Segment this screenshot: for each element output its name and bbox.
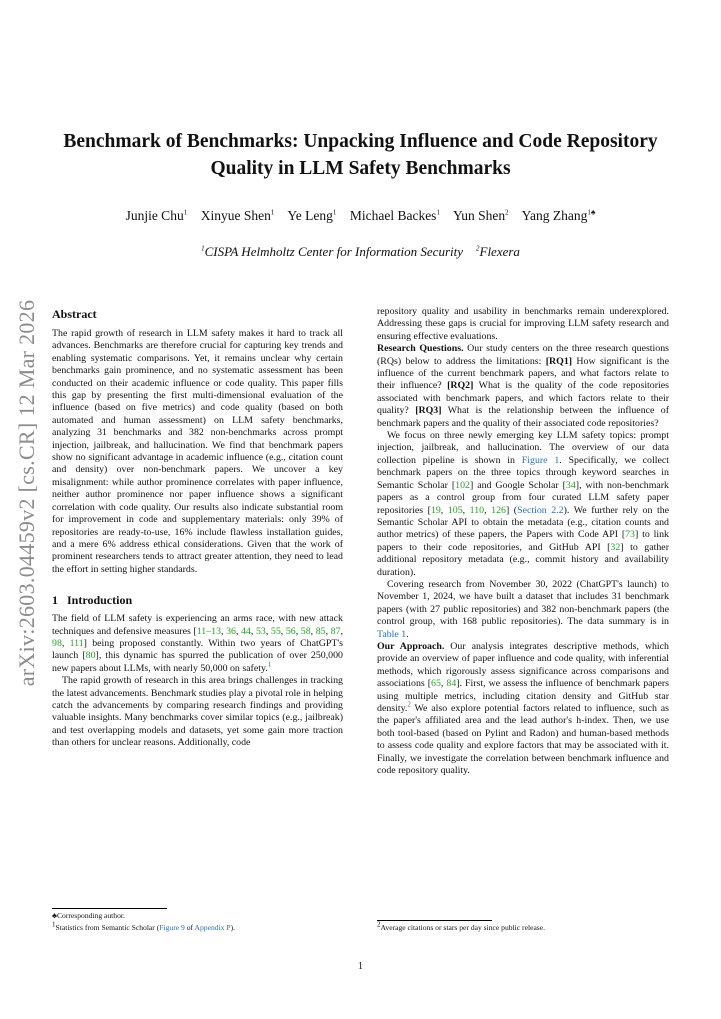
citation-link[interactable]: 36 xyxy=(226,625,236,637)
appendix-link[interactable]: Appendix P xyxy=(194,923,231,932)
text-run: ] ( xyxy=(505,504,518,516)
text-run: ] to gather additional repository metadata (e.g., commit history and availability duration). xyxy=(377,541,669,578)
footnote-rule xyxy=(377,920,492,921)
text-run: ] being proposed constantly. Within two years of ChatGPT's launch [ xyxy=(52,637,344,662)
footnote-1 xyxy=(52,920,343,933)
text-run: How significant is the influence of the current benchmark papers, and what factors relate to their influence? xyxy=(377,355,669,392)
text-run: ). We further rely on the Semantic Scholar API to obtain the metadata (e.g., citation counts and author metrics) of these papers, the Papers with Code API [ xyxy=(377,504,670,541)
run-in-heading: Our Approach. xyxy=(377,640,445,652)
rq-label: [RQ2] xyxy=(447,380,474,392)
author-affil-mark: 2 xyxy=(505,208,509,217)
text-run: ], this dynamic has spurred the publication of over 250,000 new papers about LLMs, with nearly 50,000 on safety. xyxy=(52,650,343,674)
citation-link[interactable]: 102 xyxy=(455,479,470,491)
research-questions-paragraph xyxy=(377,343,669,430)
club-icon: ♣ xyxy=(52,911,57,920)
author-affil-mark: 1♣ xyxy=(587,208,596,217)
intro-paragraph-1: The field of LLM safety is experiencing an arms race, with new attack techniques and defensive measures [11–13, 36, 44, 53, 55, 56, 58, 85, 87, 98, 111] being proposed constantly. Within two years of ChatGPT's launch [80], this dynamic has spurred the publication of over 250,000 new papers about LLMs, with nearly 50,000 on safety.$^1$ xyxy=(52,613,344,674)
text-run: The field of LLM safety is experiencing an arms race, with new attack techniques and defensive measures [ xyxy=(52,613,343,637)
arxiv-id: arXiv:2603.04459v2 [cs.CR] 12 Mar 2026 xyxy=(14,299,39,686)
right-paragraph-continuation: repository quality and usability in benchmarks remain underexplored. Addressing these gaps is crucial for improving LLM safety research and ensuring effective evaluations. xyxy=(377,306,669,342)
citation-link[interactable]: 85 xyxy=(315,625,326,637)
table-link[interactable]: Table 1 xyxy=(377,628,407,640)
section-number: 1 xyxy=(52,593,58,608)
right-column xyxy=(377,306,669,777)
dataset-paragraph xyxy=(377,579,669,641)
abstract-heading: Abstract xyxy=(52,307,97,321)
citation-link[interactable]: 126 xyxy=(491,504,506,516)
author-affil-mark: 1 xyxy=(270,208,275,217)
rq-label: [RQ3] xyxy=(415,405,442,417)
footnote-text: Corresponding author. xyxy=(56,911,125,920)
citation-link[interactable]: 32 xyxy=(610,541,621,553)
footnote-2 xyxy=(377,920,669,933)
approach-paragraph: Our Approach. Our analysis integrates descriptive methods, which provide an overview of paper influence and code quality, with inferential methods, which rigorously assess significance across comparisons and associations [65, 84]. First, we assess the influence of benchmark papers using multiple metrics, including citation density and GitHub star density.$^2$ We also explore potential factors related to influence, such as the paper's affiliated area and the lead author's h-index. Then, we use both tool-based (based on Pylint and Radon) and human-based methods to assess code quality and explore factors that may be associated with it. Finally, we investigate the correlation between benchmark influence and code repository quality. xyxy=(377,640,669,777)
affil-name: CISPA Helmholtz Center for Information Security xyxy=(204,244,463,259)
citation-link[interactable]: 73 xyxy=(625,529,635,541)
text-run: Our analysis integrates descriptive methods, which provide an overview of paper influence and code quality, with inferential methods, which rigorously assess significance across comparisons and associations [ xyxy=(377,640,669,690)
figure-link[interactable]: Figure 1 xyxy=(521,454,560,466)
affiliations xyxy=(60,244,661,260)
citation-link[interactable]: 56 xyxy=(285,625,296,637)
paper-title: Benchmark of Benchmarks: Unpacking Influence and Code Repository Quality in LLM Safety Benchmarks xyxy=(63,131,658,179)
author-affil-mark: 1 xyxy=(183,208,188,217)
footnote-rule xyxy=(52,908,167,909)
footnote-text: of xyxy=(184,923,195,932)
figure-link[interactable]: Figure 9 xyxy=(159,923,185,932)
text-run: We also explore potential factors related to influence, such as the paper's affiliated area and the lead author's h-index. Then, we use both tool-based (based on Pylint and Radon) and human-based methods to assess code quality and explore factors that may be associated with it. Finally, we investigate the correlation between benchmark influence and code repository quality. xyxy=(377,703,669,777)
author-affil-mark: 1 xyxy=(436,208,440,217)
section-heading-introduction xyxy=(52,592,343,608)
text-run: What is the quality of the code repositories associated with benchmark papers, and which factors relate to their quality? xyxy=(377,380,670,417)
section-title: Introduction xyxy=(67,593,133,608)
data-collection-paragraph: We focus on three newly emerging key LLM safety topics: prompt injection, jailbreak, and hallucination. The overview of our data collection pipeline is shown in Figure 1. Specifically, we collect benchmark papers on the three topics through keyword searches in Semantic Scholar [102] and Google Scholar [34], with non-benchmark papers as a control group from four curated LLM safety paper repositories [19, 105, 110, 126] (Section 2.2). We further rely on the Semantic Scholar API to obtain the metadata (e.g., citation counts and author metrics) of these papers, the Papers with Code API [73] to link papers to their code repositories, and GitHub API [32] to gather additional repository metadata (e.g., commit history and availability duration). xyxy=(377,430,670,578)
citation-link[interactable]: 84 xyxy=(446,678,457,690)
citation-link[interactable]: 110 xyxy=(469,504,485,516)
author-name: Yang Zhang xyxy=(521,208,588,223)
text-run: . xyxy=(406,628,409,640)
citation-link[interactable]: 87 xyxy=(330,625,341,637)
page-number: 1 xyxy=(358,961,363,972)
footnote-text: Average citations or stars per day since public release. xyxy=(380,923,546,932)
left-column xyxy=(52,306,343,750)
run-in-heading: Research Questions. xyxy=(377,343,464,355)
arxiv-stamp xyxy=(12,295,42,690)
footnote-corresponding xyxy=(52,911,343,921)
text-run: We focus on three newly emerging key LLM safety topics: prompt injection, jailbreak, and hallucination. The overview of our data collection pipeline is shown in xyxy=(377,430,669,466)
author-name: Michael Backes xyxy=(349,208,437,223)
citation-link[interactable]: 105 xyxy=(447,504,463,516)
citation-link[interactable]: 11–13 xyxy=(196,625,222,637)
citation-link[interactable]: 55 xyxy=(270,625,281,637)
section-link[interactable]: Section 2.2 xyxy=(517,504,564,516)
abstract-text: The rapid growth of research in LLM safety makes it hard to track all advances. Benchmarks are therefore crucial for capturing key trends and enabling systematic comparisons. Yet, it remains unclear why certain benchmarks gain prominence, and no systematic assessment has been conducted on their academic influence or code quality. This paper fills this gap by presenting the first multi-dimensional evaluation of the influence (based on five metrics) and code quality (based on both automated and human assessment) on LLM safety benchmarks, analyzing 31 benchmarks and 382 non-benchmarks across prompt injection, jailbreak, and hallucination. We find that benchmark papers show no significant advantage in academic influence (e.g., citation count and density) over non-benchmark papers. We uncover a key misalignment: while author prominence correlates with paper influence, neither author prominence nor paper influence shows a significant correlation with code quality. Our results also indicate substantial room for improvement in code and supplementary materials: only 39% of repositories are ready-to-use, 16% include flawless installation guides, and a mere 6% address ethical considerations. Given that the work of prominent researchers tends to attract greater attention, they need to lead the effort in setting higher standards. xyxy=(52,328,343,575)
text-run: What is the relationship between the influence of benchmark papers and the quality of their associated code repositories? xyxy=(377,405,670,429)
citation-link[interactable]: 80 xyxy=(85,650,96,662)
author-name: Ye Leng xyxy=(287,208,333,223)
author-list xyxy=(60,208,661,224)
footnote-marker[interactable]: 1 xyxy=(267,660,272,669)
citation-link[interactable]: 19 xyxy=(430,504,441,516)
footnote-marker[interactable]: 2 xyxy=(407,700,411,709)
text-run: ]. First, we assess the influence of benchmark papers using multiple metrics, including citation density and GitHub star density. xyxy=(377,678,669,714)
citation-link[interactable]: 53 xyxy=(255,625,266,637)
affil-number: 1 xyxy=(201,244,205,253)
citation-link[interactable]: 58 xyxy=(300,625,311,637)
footnote-number: 2 xyxy=(377,920,381,929)
author-name: Yun Shen xyxy=(452,208,506,223)
text-run: ] and Google Scholar [ xyxy=(469,479,566,491)
text-run: ], with non-benchmark papers as a control group from four curated LLM safety paper repositories [ xyxy=(377,479,669,516)
footnote-text: ). xyxy=(230,923,236,932)
citation-link[interactable]: 111 xyxy=(69,637,84,649)
text-run: ] to link papers to their code repositories, and GitHub API [ xyxy=(377,529,669,553)
affil-number: 2 xyxy=(476,244,480,253)
affil-name: Flexera xyxy=(479,244,520,259)
citation-link[interactable]: 65 xyxy=(431,678,441,690)
author-affil-mark: 1 xyxy=(332,208,337,217)
author-name: Xinyue Shen xyxy=(200,208,271,223)
rq-label: [RQ1] xyxy=(545,355,573,367)
author-name: Junjie Chu xyxy=(125,208,184,223)
footnote-text: Statistics from Semantic Scholar ( xyxy=(55,923,160,932)
citation-link[interactable]: 44 xyxy=(241,625,251,637)
text-run: . Specifically, we collect benchmark papers on the three topics through keyword searches in Semantic Scholar [ xyxy=(377,454,669,491)
footnote-number: 1 xyxy=(52,920,56,929)
text-run: Covering research from November 30, 2022 (ChatGPT's launch) to November 1, 2024, we have built a dataset that includes 31 benchmark papers (with 27 public repositories) and 382 non-benchmark papers (the control group, with 168 public repositories). The data summary is in xyxy=(377,578,669,628)
citation-link[interactable]: 34 xyxy=(565,479,576,491)
intro-paragraph-2: The rapid growth of research in this area brings challenges in tracking the latest advancements. Benchmark studies play a pivotal role in helping catch the advancements by comparing research findings and providing valuable insights. Many benchmarks cover similar topics (e.g., jailbreak) and test overlapping models and datasets, yet some gain more traction than others for unclear reasons. Additionally, code xyxy=(52,675,343,749)
text-run: Our study centers on the three research questions (RQs) below to address the limitations: xyxy=(377,343,669,367)
citation-link[interactable]: 98 xyxy=(52,637,62,649)
